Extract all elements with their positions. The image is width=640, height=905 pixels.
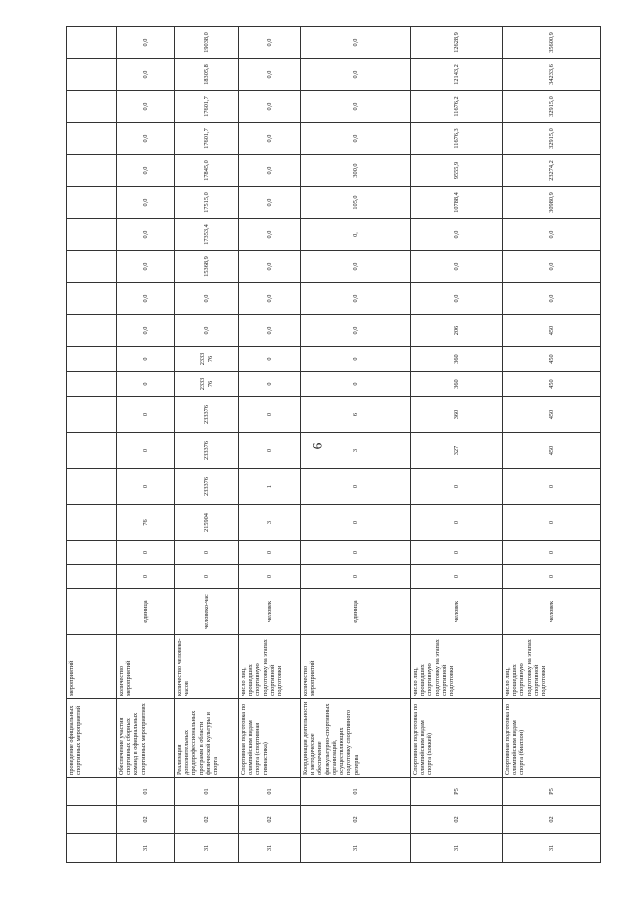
table-cell: 0,0 (117, 219, 175, 251)
table-cell: P5 (503, 778, 601, 806)
table-cell: 9555,9 (411, 155, 503, 187)
table-cell: 233376 (175, 469, 239, 505)
table-cell: 35600,9 (503, 27, 601, 59)
table-cell: 23274,2 (503, 155, 601, 187)
table-cell: 0,0 (239, 187, 301, 219)
table-cell: единица (301, 589, 411, 635)
table-container (66, 31, 600, 863)
table-cell: 0,0 (117, 155, 175, 187)
table-cell: человеко-час (175, 589, 239, 635)
table-cell: 0,0 (301, 91, 411, 123)
table-cell: число лиц, прошедших спортивную подготовку на этапах спортивной подготовки (239, 635, 301, 699)
table-cell (67, 27, 117, 59)
table-cell: 0,0 (239, 315, 301, 347)
table-cell: 10788,4 (411, 187, 503, 219)
budget-table (66, 26, 601, 863)
table-cell (67, 541, 117, 565)
table-cell: 0 (239, 565, 301, 589)
table-cell: 0 (301, 372, 411, 397)
table-cell: 0,0 (503, 283, 601, 315)
table-cell: 0 (503, 565, 601, 589)
table-row (503, 27, 601, 863)
table-cell: 0 (301, 541, 411, 565)
table-cell: 31 (503, 834, 601, 863)
table-cell: 0,0 (175, 283, 239, 315)
table-cell: 32915,0 (503, 91, 601, 123)
table-cell (67, 565, 117, 589)
table-cell: 17353,4 (175, 219, 239, 251)
table-cell: 0 (117, 433, 175, 469)
table-cell: 0,0 (117, 251, 175, 283)
table-cell (67, 347, 117, 372)
table-cell: число лиц, прошедших спортивную подготовку на этапах спортивной подготовки (411, 635, 503, 699)
table-cell: 0,0 (117, 123, 175, 155)
table-cell: 0 (117, 541, 175, 565)
table-cell: 0,0 (301, 283, 411, 315)
table-cell (67, 59, 117, 91)
table-cell: 0,0 (117, 187, 175, 219)
table-cell (67, 251, 117, 283)
table-cell: 105,0 (301, 187, 411, 219)
table-body (67, 27, 601, 863)
table-cell: 233376 (175, 433, 239, 469)
table-cell: 02 (175, 806, 239, 834)
table-cell: 327 (411, 433, 503, 469)
table-cell: 0 (503, 469, 601, 505)
table-cell: 0,0 (117, 59, 175, 91)
table-cell: 0,0 (239, 219, 301, 251)
table-cell: 0, (301, 219, 411, 251)
table-cell: 17601,7 (175, 91, 239, 123)
table-cell: Спортивная подготовка по олимпийским видам спорта (спортивная гимнастика) (239, 699, 301, 778)
table-cell: 215904 (175, 505, 239, 541)
table-cell: 01 (301, 778, 411, 806)
table-cell: единица (117, 589, 175, 635)
table-cell: P5 (411, 778, 503, 806)
table-cell: 0,0 (301, 315, 411, 347)
table-cell: 360 (411, 347, 503, 372)
table-cell: 0,0 (239, 251, 301, 283)
table-cell: 02 (301, 806, 411, 834)
rotated-table-frame (66, 31, 600, 863)
table-cell: 0 (503, 541, 601, 565)
table-cell: 450 (503, 347, 601, 372)
table-cell: 0,0 (503, 251, 601, 283)
table-cell: 31 (239, 834, 301, 863)
table-cell: 0 (117, 565, 175, 589)
table-cell: Спортивная подготовка по олимпийским видам спорта (биатлон) (503, 699, 601, 778)
table-cell (67, 834, 117, 863)
table-cell: 31 (411, 834, 503, 863)
table-cell: 0,0 (301, 251, 411, 283)
table-cell: 01 (175, 778, 239, 806)
table-cell: 0 (239, 372, 301, 397)
table-cell: 0,0 (239, 27, 301, 59)
table-cell: 0,0 (239, 59, 301, 91)
table-cell: 0 (411, 541, 503, 565)
table-cell: 32915,0 (503, 123, 601, 155)
table-cell: 0,0 (117, 315, 175, 347)
table-cell: человек (503, 589, 601, 635)
table-cell: 1 (239, 469, 301, 505)
table-cell: 0,0 (301, 123, 411, 155)
table-row (301, 27, 411, 863)
page-number: 6 (309, 442, 325, 450)
table-cell: 0,0 (411, 283, 503, 315)
table-cell: 0,0 (239, 283, 301, 315)
table-cell (67, 91, 117, 123)
table-cell: 0,0 (239, 123, 301, 155)
table-cell: 0 (239, 433, 301, 469)
table-cell: количество мероприятий (117, 635, 175, 699)
table-cell: 233376 (175, 397, 239, 433)
table-cell: 360 (411, 372, 503, 397)
table-cell: 11676,3 (411, 123, 503, 155)
table-cell: 3 (301, 433, 411, 469)
table-cell: 19038,0 (175, 27, 239, 59)
table-cell: 31 (301, 834, 411, 863)
table-cell: 6 (301, 397, 411, 433)
table-cell (67, 123, 117, 155)
table-row (411, 27, 503, 863)
table-cell: 12143,2 (411, 59, 503, 91)
table-cell: 17601,7 (175, 123, 239, 155)
table-cell (67, 372, 117, 397)
table-cell: 02 (239, 806, 301, 834)
table-cell (67, 469, 117, 505)
table-cell: 0 (239, 347, 301, 372)
table-cell: 0 (175, 565, 239, 589)
table-cell (67, 806, 117, 834)
table-cell (67, 283, 117, 315)
table-cell: 02 (117, 806, 175, 834)
table-cell: 0 (411, 505, 503, 541)
table-cell: человек (239, 589, 301, 635)
table-cell: 15368,9 (175, 251, 239, 283)
table-cell: 0,0 (411, 219, 503, 251)
table-cell: 31 (117, 834, 175, 863)
table-cell: 2333 76 (175, 347, 239, 372)
table-cell: 01 (239, 778, 301, 806)
table-cell: мероприятий (67, 635, 117, 699)
table-cell: 11676,2 (411, 91, 503, 123)
table-cell: 0,0 (503, 219, 601, 251)
table-cell: 0,0 (301, 59, 411, 91)
table-cell: Реализация дополнительных предпрофессиональных программ в области физической культуры и спорта (175, 699, 239, 778)
table-cell: 76 (117, 505, 175, 541)
table-cell: количество человеко-часов (175, 635, 239, 699)
table-cell: 02 (411, 806, 503, 834)
table-cell: 0,0 (239, 155, 301, 187)
table-cell (67, 433, 117, 469)
table-cell: 0 (301, 469, 411, 505)
table-cell: 0 (411, 565, 503, 589)
table-cell (67, 155, 117, 187)
table-cell: 360 (411, 397, 503, 433)
table-cell: Координация деятельности и методическое обеспечение физкультурно-спортивных организаций, осуществляющих подготовку спортивного резерва (301, 699, 411, 778)
table-cell: человек (411, 589, 503, 635)
table-cell: 450 (503, 397, 601, 433)
table-cell: проведение официальных спортивных мероприятий (67, 699, 117, 778)
table-cell: количество мероприятий (301, 635, 411, 699)
table-cell: 206 (411, 315, 503, 347)
table-cell: 0,0 (239, 91, 301, 123)
table-cell: 0 (117, 347, 175, 372)
table-cell (67, 397, 117, 433)
table-cell: 0 (301, 565, 411, 589)
table-row (117, 27, 175, 863)
table-cell (67, 778, 117, 806)
table-cell: 0 (411, 469, 503, 505)
table-cell: 0,0 (117, 27, 175, 59)
table-cell: Обеспечение участия спортивных сборных команд в официальных спортивных мероприятиях (117, 699, 175, 778)
table-cell: 3 (239, 505, 301, 541)
table-cell: 31 (175, 834, 239, 863)
table-cell: число лиц, прошедших спортивную подготовку на этапах спортивной подготовки (503, 635, 601, 699)
table-cell: 450 (503, 372, 601, 397)
table-cell: 0,0 (117, 91, 175, 123)
table-cell: 0 (239, 541, 301, 565)
table-cell: 2333 76 (175, 372, 239, 397)
table-cell: 17515,0 (175, 187, 239, 219)
table-cell (67, 505, 117, 541)
table-cell: 0,0 (117, 283, 175, 315)
table-cell: 0 (117, 469, 175, 505)
table-cell: 18305,8 (175, 59, 239, 91)
table-cell: 0 (175, 541, 239, 565)
table-cell: 0 (117, 372, 175, 397)
table-cell: 02 (503, 806, 601, 834)
table-cell: 0,0 (411, 251, 503, 283)
table-cell: Спортивная подготовка по олимпийским видам спорта (хоккей) (411, 699, 503, 778)
table-cell: 0 (301, 347, 411, 372)
table-cell: 0 (503, 505, 601, 541)
table-cell: 0,0 (301, 27, 411, 59)
table-cell: 450 (503, 315, 601, 347)
table-cell: 0 (239, 397, 301, 433)
table-cell: 01 (117, 778, 175, 806)
table-cell: 30980,9 (503, 187, 601, 219)
table-cell (67, 187, 117, 219)
table-cell: 450 (503, 433, 601, 469)
table-row (239, 27, 301, 863)
table-cell: 0,0 (175, 315, 239, 347)
table-cell (67, 315, 117, 347)
table-cell (67, 219, 117, 251)
table-cell: 17845,0 (175, 155, 239, 187)
table-row (67, 27, 117, 863)
table-cell: 0 (117, 397, 175, 433)
table-cell: 12628,9 (411, 27, 503, 59)
table-cell: 0 (301, 505, 411, 541)
table-cell: 300,0 (301, 155, 411, 187)
table-cell (67, 589, 117, 635)
table-cell: 34233,6 (503, 59, 601, 91)
table-row (175, 27, 239, 863)
